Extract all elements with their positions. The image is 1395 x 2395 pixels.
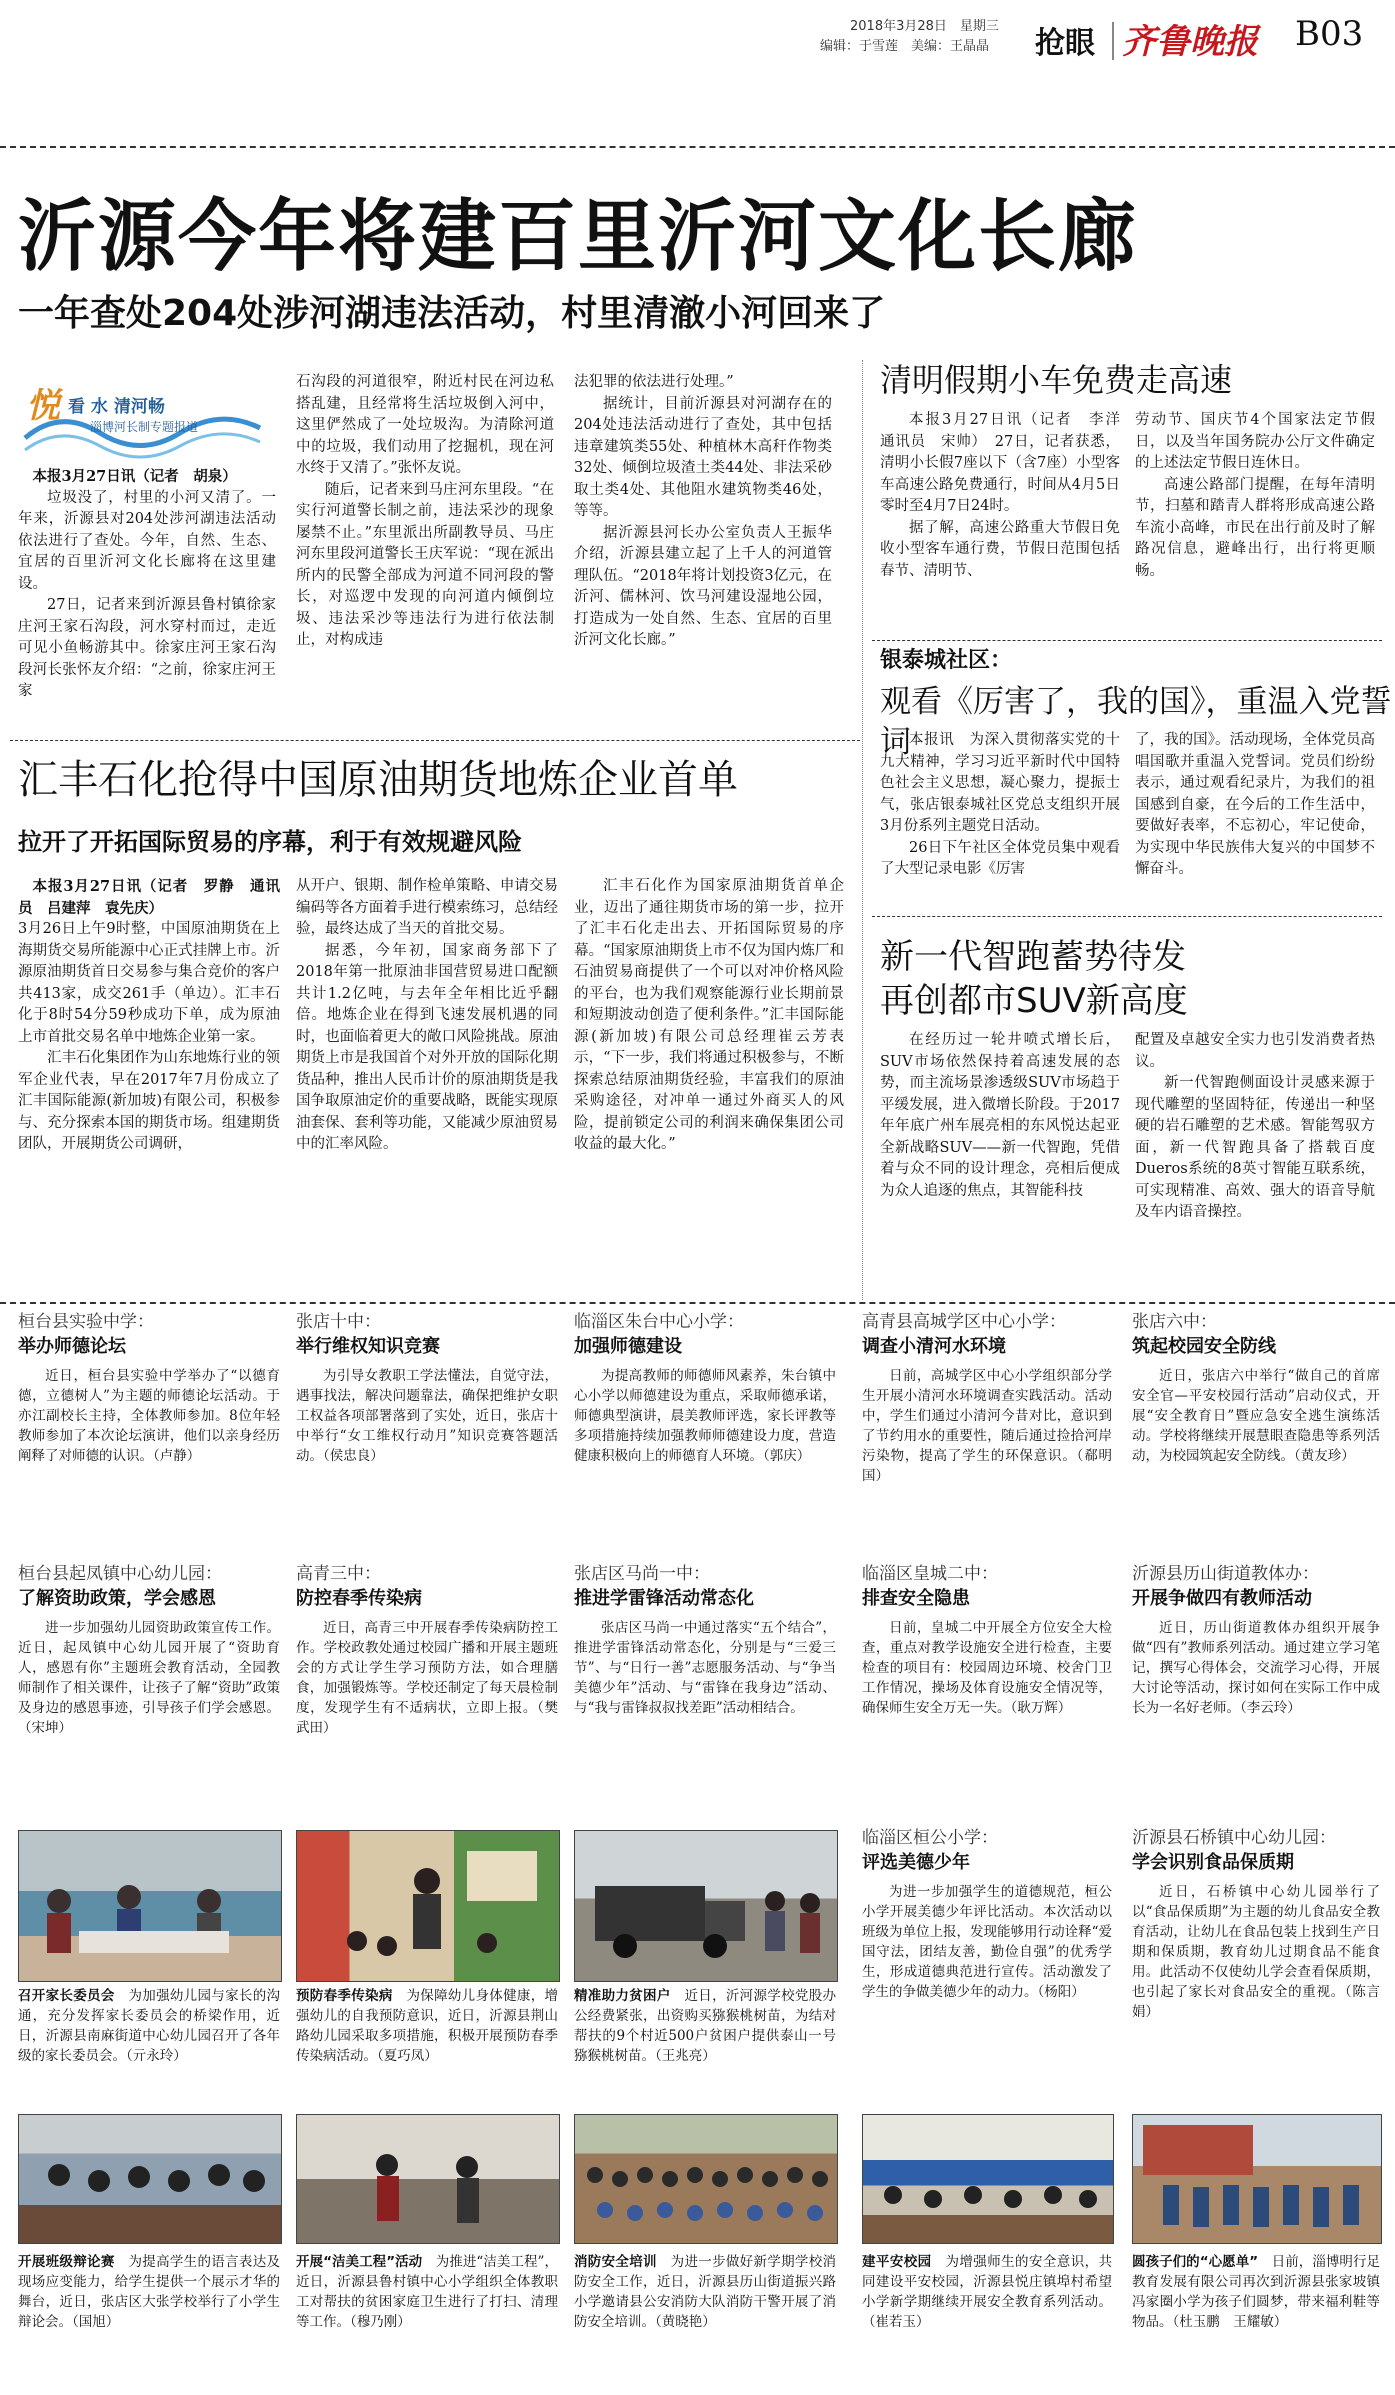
yintai-column-2 xyxy=(1135,730,1375,881)
yintai-paragraph: 了，我的国》。活动现场，全体党员高唱国歌并重温入党誓词。党员们纷纷表示，通过观看纪录片，为我们的祖国感到自豪，在今后的工作生活中，要做好表率，不忘初心，牢记使命，为实现中华民族伟大复兴的中国梦不懈奋斗。 xyxy=(1135,732,1375,877)
brief-text: 为进一步加强学生的道德规范，桓公小学开展美德少年评比活动。本次活动以班级为单位上报，发现能够用行动诠释“爱国守法，团结友善，勤俭自强”的优秀学生，形成道德典范进行宣传。活动激发了学生的争做美德少年的动力。 xyxy=(862,1884,1112,2000)
brief-author: （郭庆） xyxy=(763,1448,811,1464)
photo-caption xyxy=(574,1986,836,2066)
photo-caption-title: 开展“洁美工程”活动 xyxy=(296,2254,423,2270)
header-divider xyxy=(1112,22,1114,60)
photo-caption-text: 为提高学生的语言表达及现场应变能力，给学生提供一个展示才华的舞台，近日，张店区大张学校举行了小学生辩论会。 xyxy=(18,2254,281,2330)
photo-caption-author: （王兆亮） xyxy=(655,2048,716,2064)
photo-caption-text: 日前，淄博明行足教育发展有限公司再次到沂源县张家坡镇冯家圈小学为孩子们圆梦，带来福利鞋等物品。 xyxy=(1132,2254,1381,2330)
highway-column-2 xyxy=(1135,410,1375,582)
logo-big-char: 悦 xyxy=(26,386,60,426)
lead-column-3 xyxy=(574,372,832,652)
issue-date: 2018年3月28日 星期三 xyxy=(850,19,999,34)
photo-caption xyxy=(574,2252,836,2332)
header-rule xyxy=(0,146,1395,148)
highway-headline: 清明假期小车免费走高速 xyxy=(880,361,1233,399)
photo-caption-author: （夏巧凤） xyxy=(377,2048,438,2064)
brief-category: 临淄区桓公小学： xyxy=(862,1828,998,1848)
photo-caption xyxy=(296,2252,558,2332)
lead-paragraph: 石沟段的河道很窄，附近村民在河边私搭乱建，且经常将生活垃圾倒入河中，这里俨然成了一处垃圾沟。为清除河道中的垃圾，我们动用了挖掘机，现在河水终于又清了。”张怀友说。 xyxy=(296,374,554,476)
brief-item xyxy=(18,1310,280,1466)
lead-column-2 xyxy=(296,372,554,652)
brief-author: （郗明国） xyxy=(862,1448,1113,1484)
brief-title: 排查安全隐患 xyxy=(862,1588,970,1609)
school-building-icon xyxy=(1133,2115,1381,2243)
brief-item xyxy=(862,1826,1112,2002)
crowd-icon xyxy=(575,2115,837,2243)
lead-paragraph: 据统计，目前沂源县对河湖存在的204处违法活动进行了查处，其中包括违章建筑类55处、种植林木高秆作物类32处、倾倒垃圾渣土类44处、非法采砂取土类4处、其他阻水建筑物类46处，等等。 xyxy=(574,395,832,519)
brief-item xyxy=(296,1310,558,1466)
highway-paragraph: 劳动节、国庆节4个国家法定节假日，以及当年国务院办公厅文件确定的上述法定节假日连休日。 xyxy=(1135,412,1375,471)
editor-credit: 编辑：于雪莲 美编：王晶晶 xyxy=(820,39,990,54)
brief-text: 日前，高城学区中心小学组织部分学生开展小清河水环境调查实践活动。活动中，学生们通过小清河今昔对比，意识到了节约用水的重要性，随后通过捡拾河岸污染物，提高了学生的环保意识。 xyxy=(862,1368,1112,1464)
brief-title: 了解资助政策，学会感恩 xyxy=(18,1588,216,1609)
photo-parent-meeting xyxy=(18,1830,282,1982)
photo-caption xyxy=(1132,2252,1380,2332)
students-icon xyxy=(19,2115,281,2243)
highway-paragraph: 据了解，高速公路重大节假日免收小型客车通行费，节假日范围包括春节、清明节、 xyxy=(880,519,1120,579)
huifeng-byline: 本报3月27日讯（记者 罗静 通讯员 吕建萍 袁先庆） xyxy=(18,878,280,917)
suv-headline-1: 新一代智跑蓄势待发 xyxy=(880,937,1186,977)
brief-item xyxy=(862,1562,1112,1718)
brief-item xyxy=(862,1310,1112,1486)
brief-category: 张店区马尚一中： xyxy=(574,1564,710,1584)
brief-author: （樊武田） xyxy=(296,1700,559,1736)
brief-item xyxy=(1132,1562,1380,1718)
brief-item xyxy=(1132,1310,1380,1466)
photo-safe-campus xyxy=(862,2114,1114,2244)
classroom-students-icon xyxy=(863,2115,1113,2243)
brief-title: 加强师德建设 xyxy=(574,1336,682,1357)
lead-paragraph: 垃圾没了，村里的小河又清了。一年来，沂源县对204处涉河湖违法活动依法进行了查处。今年，自然、生态、宜居的百里沂河文化长廊将在这里建设。 xyxy=(18,489,276,592)
brief-text: 日前，皇城二中开展全方位安全大检查，重点对教学设施安全进行检查，主要检查的项目有：校园周边环境、校舍门卫工作情况，操场及体育设施安全情况等，确保师生安全万无一失。 xyxy=(862,1620,1112,1716)
photo-debate xyxy=(18,2114,282,2244)
people-icon xyxy=(19,1831,281,1981)
brief-text: 近日，历山街道教体办组织开展争做“四有”教师系列活动。通过建立学习笔记，撰写心得体会，交流学习心得，开展大讨论等活动，探讨如何在实际工作中成长为一名好老师。 xyxy=(1132,1620,1380,1716)
brief-author: （侯忠良） xyxy=(323,1448,384,1464)
brief-title: 开展争做四有教师活动 xyxy=(1132,1588,1312,1609)
huifeng-headline: 汇丰石化抢得中国原油期货地炼企业首单 xyxy=(18,757,738,803)
huifeng-column-2 xyxy=(296,876,558,1156)
brief-text: 张店区马尚一中通过落实“五个结合”，推进学雷锋活动常态化，分别是与“三爱三节”、与“日行一善”志愿服务活动、与“争当美德少年”活动、与“雷锋在我身边”活动、与“我与雷锋叔叔找差距”活动相结合。 xyxy=(574,1620,836,1716)
brief-item xyxy=(296,1562,558,1738)
brief-text: 近日，桓台县实验中学举办了“以德育德，立德树人”为主题的师德论坛活动。于亦江副校长主持，全体教师参加。8位年轻教师参加了本次论坛演讲，他们以亲身经历阐释了对师德的认识。 xyxy=(18,1368,280,1464)
photo-caption xyxy=(862,2252,1112,2332)
huifeng-paragraph: 汇丰石化作为国家原油期货首单企业，迈出了通往期货市场的第一步，拉开了汇丰石化走出去、开拓国际贸易的序幕。“国家原油期货上市不仅为国内炼厂和石油贸易商提供了一个可以对冲价格风险的平台，也为我们观察能源行业长期前景和短期波动创造了便利条件。”汇丰国际能源(新加坡)有限公司总经理崔云芳表示，“下一步，我们将通过积极参与，不断探索总结原油期货经验，丰富我们的原油采购途径，对冲单一通过外商买人的风险，提前锁定公司的利润来确保集团公司收益的最大化。” xyxy=(574,878,844,1152)
logo-text: 看 水 清河畅 xyxy=(68,397,165,417)
brief-category: 桓台县实验中学： xyxy=(18,1312,154,1332)
brief-text: 进一步加强幼儿园资助政策宣传工作。近日，起凤镇中心幼儿园开展了“资助育人，感恩有你”主题班会教育活动，全园教师制作了相关课件，让孩子了解“资助”政策及身边的感恩事迹，引导孩子们学会感恩。 xyxy=(18,1620,280,1716)
brief-category: 高青县高城学区中心小学： xyxy=(862,1312,1066,1332)
brief-title: 推进学雷锋活动常态化 xyxy=(574,1588,754,1609)
photo-caption xyxy=(296,1986,558,2066)
highway-paragraph: 高速公路部门提醒，在每年清明节，扫墓和踏青人群将形成高速公路车流小高峰，市民在出行前及时了解路况信息，避峰出行，出行将更顺畅。 xyxy=(1135,476,1375,579)
huifeng-paragraph: 据悉，今年初，国家商务部下了2018年第一批原油非国营贸易进口配额共计1.2亿吨，与去年全年相比近乎翻倍。地炼企业在得到飞速发展机遇的同时，也面临着更大的敞口风险挑战。原油期货上市是我国首个对外开放的国际化期货品种，推出人民币计价的原油期货是我国争取原油定价的重要战略，既能实现原油套保、套利等功能，又能减少原油贸易中的汇率风险。 xyxy=(296,942,558,1152)
brief-category: 张店十中： xyxy=(296,1312,381,1332)
brief-category: 张店六中： xyxy=(1132,1312,1217,1332)
brief-title: 举行维权知识竞赛 xyxy=(296,1336,440,1357)
huifeng-paragraph: 从开户、银期、制作检单策略、申请交易编码等各方面着手进行模索练习，总结经验，最终达成了当天的首批交易。 xyxy=(296,878,558,937)
brief-category: 沂源县石桥镇中心幼儿园： xyxy=(1132,1828,1336,1848)
yintai-category: 银泰城社区： xyxy=(880,648,1013,673)
lead-paragraph: 据沂源县河长办公室负责人王振华介绍，沂源县建立起了上千人的河道管理队伍。“2018年将计划投资3亿元，在沂河、儒林河、饮马河建设湿地公园，打造成为一处自然、生态、宜居的百里沂河文化长廊。” xyxy=(574,524,832,648)
yintai-headline: 观看《厉害了，我的国》，重温入党誓词 xyxy=(880,684,1392,760)
photo-caption xyxy=(18,1986,280,2066)
brief-author: （李云玲） xyxy=(1240,1700,1301,1716)
brief-title: 学会识别食品保质期 xyxy=(1132,1852,1294,1873)
column-divider xyxy=(862,360,863,1300)
huifeng-paragraph: 汇丰石化集团作为山东地炼行业的领军企业代表，早在2017年7月份成立了汇丰国际能源(新加坡)有限公司，积极参与、充分探索本国的期货市场。组建期货团队，开展期货公司调研， xyxy=(18,1050,280,1152)
photo-wish-list xyxy=(1132,2114,1382,2244)
photo-caption-author: （穆乃刚） xyxy=(350,2314,411,2330)
suv-headline-2: 再创都市SUV新高度 xyxy=(880,981,1188,1021)
brief-title: 调查小清河水环境 xyxy=(862,1336,1006,1357)
brief-text: 近日，张店六中举行“做自己的首席安全官—平安校园行活动”启动仪式，开展“安全教育日”暨应急安全逃生演练活动。学校将继续开展慧眼查隐患等系列活动，为校园筑起安全防线。 xyxy=(1132,1368,1380,1464)
huifeng-paragraph: 3月26日上午9时整，中国原油期货在上海期货交易所能源中心正式挂牌上市。沂源原油期货首日交易参与集合竞价的客户共413家，成交261手（单边）。汇丰石化于8时54分59秒成功下单，成为原油上市首批交易名单中地炼企业第一家。 xyxy=(18,921,280,1045)
section-rule xyxy=(10,740,860,741)
photo-caption-title: 开展班级辩论赛 xyxy=(18,2254,115,2270)
photo-caption-author: （国旭） xyxy=(72,2314,120,2330)
photo-caption xyxy=(18,2252,280,2332)
suv-paragraph: 配置及卓越安全实力也引发消费者热议。 xyxy=(1135,1032,1375,1070)
photo-caption-author: （亓永玲） xyxy=(126,2048,187,2064)
photo-caption-title: 精准助力贫困户 xyxy=(574,1988,671,2004)
yintai-paragraph: 26日下午社区全体党员集中观看了大型记录电影《厉害 xyxy=(880,839,1120,877)
brief-item xyxy=(1132,1826,1380,2022)
suv-column-2 xyxy=(1135,1030,1375,1224)
highway-paragraph: 本报3月27日讯（记者 李洋 通讯员 宋帅） 27日，记者获悉，清明小长假7座以下（含7座）小型客车高速公路免费通行，时间从4月5日零时至4月7日24时。 xyxy=(880,412,1135,514)
brief-category: 临淄区皇城二中： xyxy=(862,1564,998,1584)
brief-category: 临淄区朱台中心小学： xyxy=(574,1312,744,1332)
brief-author: （耿万辉） xyxy=(1010,1700,1072,1716)
lead-byline: 本报3月27日讯（记者 胡泉） xyxy=(32,468,237,485)
photo-caption-text: 为加强幼儿园与家长的沟通，充分发挥家长委员会的桥梁作用，近日，沂源县南麻街道中心幼儿园召开了各年级的家长委员会。 xyxy=(18,1988,281,2064)
section-rule xyxy=(872,640,1382,641)
photo-caption-text: 近日，沂河源学校党股办公经费紧张，出资购买猕猴桃树苗，为结对帮扶的9个村近500户贫困户提供泰山一号猕猴桃树苗。 xyxy=(574,1988,837,2064)
brief-title: 防控春季传染病 xyxy=(296,1588,422,1609)
lead-headline: 沂源今年将建百里沂河文化长廊 xyxy=(18,192,1139,282)
brief-author: （陈言娟） xyxy=(1132,1984,1381,2020)
brief-category: 沂源县历山街道教体办： xyxy=(1132,1564,1319,1584)
brief-item xyxy=(574,1310,836,1466)
yintai-paragraph: 本报讯 为深入贯彻落实党的十九大精神，学习习近平新时代中国特色社会主义思想，凝心聚力，提振士气，张店银泰城社区党总支组织开展3月份系列主题党日活动。 xyxy=(880,732,1120,834)
photo-cleanup xyxy=(296,2114,560,2244)
brief-author: （卢静） xyxy=(153,1448,201,1464)
lead-column-1 xyxy=(18,466,276,703)
brief-title: 评选美德少年 xyxy=(862,1852,970,1873)
brief-text: 近日，高青三中开展春季传染病防控工作。学校政教处通过校园广播和开展主题班会的方式让学生学习预防方法，如合理膳食，加强锻炼等。学校还制定了每天晨检制度，发现学生有不适病状，立即上报。 xyxy=(296,1620,558,1716)
photo-caption-text: 为增强师生的安全意识，共同建设平安校园，沂源县悦庄镇埠村希望小学新学期继续开展安全教育系列活动。 xyxy=(862,2254,1113,2310)
brief-item xyxy=(574,1562,836,1718)
brief-text: 为提高教师的师德师风素养，朱台镇中心小学以师德建设为重点，采取师德承诺，师德典型演讲，晨美教师评选，家长评教等多项措施持续加强教师师德建设力度，营造健康积极向上的师德育人环境。 xyxy=(574,1368,836,1464)
photo-caption-title: 建平安校园 xyxy=(862,2254,932,2270)
section-name: 抢眼 xyxy=(1035,26,1095,61)
photo-caption-author: （黄晓艳） xyxy=(655,2314,716,2330)
yintai-column-1 xyxy=(880,730,1120,881)
lead-subheadline: 一年查处204处涉河湖违法活动，村里清澈小河回来了 xyxy=(18,293,886,334)
photo-caption-title: 消防安全培训 xyxy=(574,2254,657,2270)
photo-caption-title: 圆孩子们的“心愿单” xyxy=(1132,2254,1259,2270)
brief-text: 近日，石桥镇中心幼儿园举行了以“食品保质期”为主题的幼儿食品安全教育活动，让幼儿在食品包装上找到生产日期和保质期，教育幼儿过期食品不能食用。此活动不仅使幼儿学会查看保质期，也引起了家长对食品安全的重视。 xyxy=(1132,1884,1380,2000)
suv-column-1 xyxy=(880,1030,1120,1202)
brief-title: 筑起校园安全防线 xyxy=(1132,1336,1276,1357)
photo-disease-prevention xyxy=(296,1830,560,1982)
page-number: B03 xyxy=(1295,14,1364,54)
lead-paragraph: 随后，记者来到马庄河东里段。“在实行河道警长制之前，违法采沙的现象屡禁不止。”东里派出所副教导员、马庄河东里段河道警长王庆军说：“现在派出所内的民警全部成为河道不同河段的警长，对巡逻中发现的向河道内倾倒垃圾、违法采沙等违法行为进行依法制止，对构成违 xyxy=(296,481,554,648)
brief-author: （黄友珍） xyxy=(1294,1448,1355,1464)
section-rule xyxy=(872,916,1382,917)
logo-subtitle: 淄博河长制专题报道 xyxy=(90,420,199,434)
lead-paragraph: 27日，记者来到沂源县鲁村镇徐家庄河王家石沟段，河水穿村而过，走近可见小鱼畅游其中。徐家庄河王家石沟段河长张怀友介绍：“之前，徐家庄河王家 xyxy=(18,597,276,699)
brief-author: （宋坤） xyxy=(18,1720,72,1736)
photo-caption-text: 为推进“洁美工程”，近日，沂源县鲁村镇中心小学组织全体教职工对帮扶的贫困家庭卫生进行了打扫、清理等工作。 xyxy=(296,2254,558,2330)
brief-item xyxy=(18,1562,280,1738)
photo-caption-title: 预防春季传染病 xyxy=(296,1988,393,2004)
suv-paragraph: 新一代智跑侧面设计灵感来源于现代雕塑的坚固特征，传递出一种坚硬的岩石雕塑的艺术感。智能驾驭方面，新一代智跑具备了搭载百度Dueros系统的8英寸智能互联系统，可实现精准、高效、强大的语音导航及车内语音操控。 xyxy=(1135,1075,1375,1220)
river-chief-logo xyxy=(20,378,270,460)
brief-title: 举办师德论坛 xyxy=(18,1336,126,1357)
brief-category: 桓台县起凤镇中心幼儿园： xyxy=(18,1564,222,1584)
photo-caption-text: 为保障幼儿身体健康，增强幼儿的自我预防意识，近日，沂源县荆山路幼儿园采取多项措施，积极开展预防春季传染病活动。 xyxy=(296,1988,559,2064)
huifeng-subheadline: 拉开了开拓国际贸易的序幕，利于有效规避风险 xyxy=(18,828,522,856)
section-rule xyxy=(0,1302,1395,1304)
huifeng-column-1 xyxy=(18,876,280,1156)
truck-icon xyxy=(575,1831,837,1981)
photo-poverty-help xyxy=(574,1830,838,1982)
workers-icon xyxy=(297,2115,559,2243)
brief-category: 高青三中： xyxy=(296,1564,381,1584)
photo-caption-title: 召开家长委员会 xyxy=(18,1988,115,2004)
masthead-logo: 齐鲁晚报 xyxy=(1122,22,1258,62)
classroom-icon xyxy=(297,1831,559,1981)
brief-author: （杨阳） xyxy=(1037,1984,1085,2000)
highway-column-1 xyxy=(880,410,1135,582)
lead-paragraph: 法犯罪的依法进行处理。” xyxy=(574,374,734,390)
photo-fire-safety xyxy=(574,2114,838,2244)
suv-paragraph: 在经历过一轮井喷式增长后，SUV市场依然保持着高速发展的态势，而主流场景渗透级SUV市场趋于平缓发展，进入微增长阶段。于2017年年底广州车展亮相的东风悦达起亚全新战略SUV——新一代智跑，凭借着与众不同的设计理念，亮相后便成为众人追逐的焦点，其智能科技 xyxy=(880,1032,1120,1199)
brief-text: 为引导女教职工学法懂法，自觉守法，遇事找法，解决问题靠法，确保把维护女职工权益各项部署落到了实处，近日，张店十中举行“女工维权行动月”知识竞赛答题活动。 xyxy=(296,1368,558,1464)
photo-caption-author: （崔若玉） xyxy=(862,2314,930,2330)
photo-caption-author: （杜玉鹏 王耀敏） xyxy=(1172,2314,1288,2330)
photo-caption-text: 为进一步做好新学期学校消防安全工作，近日，沂源县历山街道振兴路小学邀请县公安消防大队消防干警开展了消防安全培训。 xyxy=(574,2254,837,2330)
huifeng-column-3 xyxy=(574,876,844,1156)
